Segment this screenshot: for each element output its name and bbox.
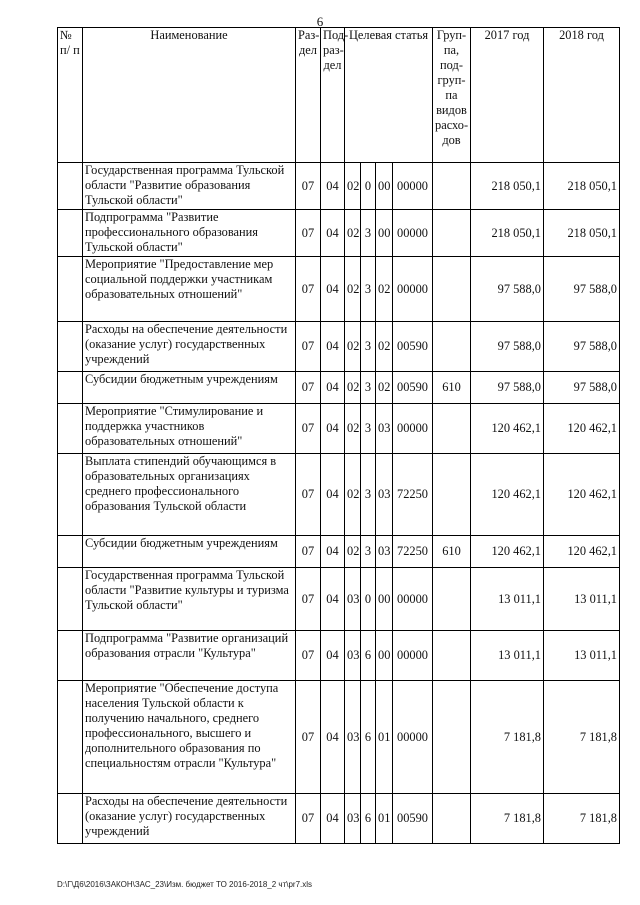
row-name: Подпрограмма "Развитие организаций образования отрасли "Культура" bbox=[83, 631, 296, 681]
row-podrazdel: 04 bbox=[321, 794, 345, 844]
row-target-program: 03 bbox=[345, 568, 361, 631]
row-name: Субсидии бюджетным учреждениям bbox=[83, 372, 296, 404]
table-row bbox=[58, 454, 620, 536]
row-razdel: 07 bbox=[296, 163, 321, 210]
row-target-direction: 00000 bbox=[393, 568, 433, 631]
row-razdel: 07 bbox=[296, 404, 321, 454]
table-row bbox=[58, 372, 620, 404]
row-amount-2018: 97 588,0 bbox=[544, 322, 620, 372]
row-target-program: 02 bbox=[345, 372, 361, 404]
row-expense-group bbox=[433, 163, 471, 210]
row-name: Мероприятие "Обеспечение доступа населения Тульской области к получению начального, среднего профессионального, высшего и дополнительного образования по специальностям отрасли "Культура" bbox=[83, 681, 296, 794]
row-target-event: 03 bbox=[376, 536, 393, 568]
row-target-event: 01 bbox=[376, 681, 393, 794]
row-target-subprogram: 0 bbox=[361, 163, 376, 210]
row-expense-group bbox=[433, 568, 471, 631]
row-target-direction: 72250 bbox=[393, 454, 433, 536]
row-target-program: 03 bbox=[345, 631, 361, 681]
row-target-subprogram: 3 bbox=[361, 536, 376, 568]
row-expense-group: 610 bbox=[433, 536, 471, 568]
row-razdel: 07 bbox=[296, 568, 321, 631]
row-target-subprogram: 3 bbox=[361, 404, 376, 454]
table-row bbox=[58, 794, 620, 844]
row-expense-group bbox=[433, 454, 471, 536]
row-razdel: 07 bbox=[296, 681, 321, 794]
row-target-subprogram: 6 bbox=[361, 631, 376, 681]
row-amount-2018: 97 588,0 bbox=[544, 257, 620, 322]
row-name: Выплата стипендий обучающимся в образовательных организациях среднего профессионального образования Тульской области bbox=[83, 454, 296, 536]
row-target-subprogram: 3 bbox=[361, 210, 376, 257]
row-number bbox=[58, 163, 83, 210]
row-target-program: 02 bbox=[345, 536, 361, 568]
row-target-program: 02 bbox=[345, 257, 361, 322]
table-row bbox=[58, 163, 620, 210]
row-target-direction: 00000 bbox=[393, 404, 433, 454]
row-name: Расходы на обеспечение деятельности (оказание услуг) государственных учреждений bbox=[83, 322, 296, 372]
row-target-event: 00 bbox=[376, 568, 393, 631]
row-number bbox=[58, 210, 83, 257]
row-amount-2017: 218 050,1 bbox=[471, 163, 544, 210]
row-razdel: 07 bbox=[296, 631, 321, 681]
budget-table bbox=[57, 27, 620, 844]
row-amount-2018: 218 050,1 bbox=[544, 210, 620, 257]
row-amount-2018: 120 462,1 bbox=[544, 454, 620, 536]
row-target-direction: 00000 bbox=[393, 257, 433, 322]
row-expense-group: 610 bbox=[433, 372, 471, 404]
row-target-direction: 72250 bbox=[393, 536, 433, 568]
row-number bbox=[58, 372, 83, 404]
row-amount-2017: 120 462,1 bbox=[471, 404, 544, 454]
row-number bbox=[58, 631, 83, 681]
row-target-direction: 00590 bbox=[393, 322, 433, 372]
row-target-program: 03 bbox=[345, 681, 361, 794]
header-target-article: Целевая статья bbox=[345, 28, 433, 163]
row-target-program: 02 bbox=[345, 454, 361, 536]
table-row bbox=[58, 257, 620, 322]
table-row bbox=[58, 681, 620, 794]
row-podrazdel: 04 bbox=[321, 372, 345, 404]
row-name: Подпрограмма "Развитие профессионального образования Тульской области" bbox=[83, 210, 296, 257]
row-target-event: 02 bbox=[376, 322, 393, 372]
row-target-event: 00 bbox=[376, 631, 393, 681]
row-amount-2018: 7 181,8 bbox=[544, 681, 620, 794]
row-target-program: 02 bbox=[345, 163, 361, 210]
row-razdel: 07 bbox=[296, 536, 321, 568]
table-header-row bbox=[58, 28, 620, 163]
row-podrazdel: 04 bbox=[321, 322, 345, 372]
row-expense-group bbox=[433, 794, 471, 844]
row-name: Мероприятие "Предоставление мер социальной поддержки участникам образовательных отношений" bbox=[83, 257, 296, 322]
row-number bbox=[58, 404, 83, 454]
row-razdel: 07 bbox=[296, 210, 321, 257]
row-target-event: 00 bbox=[376, 163, 393, 210]
row-amount-2018: 13 011,1 bbox=[544, 631, 620, 681]
header-razdel: Раз-дел bbox=[296, 28, 321, 163]
row-name: Государственная программа Тульской области "Развитие культуры и туризма Тульской области" bbox=[83, 568, 296, 631]
row-expense-group bbox=[433, 631, 471, 681]
row-podrazdel: 04 bbox=[321, 257, 345, 322]
row-amount-2018: 97 588,0 bbox=[544, 372, 620, 404]
row-podrazdel: 04 bbox=[321, 681, 345, 794]
row-amount-2017: 7 181,8 bbox=[471, 794, 544, 844]
row-number bbox=[58, 322, 83, 372]
row-number bbox=[58, 568, 83, 631]
table-row bbox=[58, 404, 620, 454]
row-podrazdel: 04 bbox=[321, 404, 345, 454]
row-target-subprogram: 0 bbox=[361, 568, 376, 631]
row-amount-2017: 97 588,0 bbox=[471, 322, 544, 372]
row-target-subprogram: 3 bbox=[361, 322, 376, 372]
row-target-event: 02 bbox=[376, 257, 393, 322]
header-expense-group: Груп-па, под-груп-па видов расхо-дов bbox=[433, 28, 471, 163]
row-podrazdel: 04 bbox=[321, 210, 345, 257]
row-amount-2017: 97 588,0 bbox=[471, 257, 544, 322]
row-name: Государственная программа Тульской области "Развитие образования Тульской области" bbox=[83, 163, 296, 210]
row-target-subprogram: 3 bbox=[361, 372, 376, 404]
table-body bbox=[58, 163, 620, 844]
row-target-event: 01 bbox=[376, 794, 393, 844]
page-number: 6 bbox=[316, 14, 324, 29]
row-target-event: 00 bbox=[376, 210, 393, 257]
row-number bbox=[58, 794, 83, 844]
row-target-event: 02 bbox=[376, 372, 393, 404]
row-amount-2017: 218 050,1 bbox=[471, 210, 544, 257]
row-number bbox=[58, 257, 83, 322]
file-path-footer: D:\Г\Д6\2016\ЗАКОН\ЗАС_23\Изм. бюджет ТО 2016-2018_2 чт\pr7.xls bbox=[57, 880, 313, 889]
row-target-program: 02 bbox=[345, 210, 361, 257]
row-number bbox=[58, 454, 83, 536]
row-amount-2017: 120 462,1 bbox=[471, 454, 544, 536]
row-target-program: 02 bbox=[345, 404, 361, 454]
row-target-direction: 00000 bbox=[393, 681, 433, 794]
row-target-direction: 00000 bbox=[393, 210, 433, 257]
row-amount-2017: 97 588,0 bbox=[471, 372, 544, 404]
header-name: Наименование bbox=[83, 28, 296, 163]
row-razdel: 07 bbox=[296, 372, 321, 404]
row-target-direction: 00000 bbox=[393, 631, 433, 681]
row-amount-2017: 120 462,1 bbox=[471, 536, 544, 568]
row-amount-2018: 120 462,1 bbox=[544, 404, 620, 454]
row-razdel: 07 bbox=[296, 322, 321, 372]
row-target-direction: 00590 bbox=[393, 372, 433, 404]
row-target-direction: 00000 bbox=[393, 163, 433, 210]
row-target-program: 03 bbox=[345, 794, 361, 844]
row-amount-2018: 120 462,1 bbox=[544, 536, 620, 568]
row-target-direction: 00590 bbox=[393, 794, 433, 844]
row-expense-group bbox=[433, 681, 471, 794]
row-target-subprogram: 6 bbox=[361, 794, 376, 844]
row-amount-2018: 218 050,1 bbox=[544, 163, 620, 210]
row-podrazdel: 04 bbox=[321, 536, 345, 568]
row-name: Мероприятие "Стимулирование и поддержка участников образовательных отношений" bbox=[83, 404, 296, 454]
row-number bbox=[58, 681, 83, 794]
table-row bbox=[58, 568, 620, 631]
row-expense-group bbox=[433, 210, 471, 257]
header-num: № п/ п bbox=[58, 28, 83, 163]
row-podrazdel: 04 bbox=[321, 163, 345, 210]
table-row bbox=[58, 210, 620, 257]
row-razdel: 07 bbox=[296, 454, 321, 536]
row-podrazdel: 04 bbox=[321, 454, 345, 536]
row-number bbox=[58, 536, 83, 568]
row-amount-2018: 13 011,1 bbox=[544, 568, 620, 631]
row-name: Расходы на обеспечение деятельности (оказание услуг) государственных учреждений bbox=[83, 794, 296, 844]
row-razdel: 07 bbox=[296, 257, 321, 322]
header-year-2017: 2017 год bbox=[471, 28, 544, 163]
row-expense-group bbox=[433, 322, 471, 372]
row-podrazdel: 04 bbox=[321, 568, 345, 631]
table-row bbox=[58, 536, 620, 568]
row-target-program: 02 bbox=[345, 322, 361, 372]
header-year-2018: 2018 год bbox=[544, 28, 620, 163]
row-expense-group bbox=[433, 404, 471, 454]
row-amount-2017: 13 011,1 bbox=[471, 631, 544, 681]
row-amount-2017: 7 181,8 bbox=[471, 681, 544, 794]
row-amount-2017: 13 011,1 bbox=[471, 568, 544, 631]
table-row bbox=[58, 322, 620, 372]
row-target-event: 03 bbox=[376, 404, 393, 454]
row-podrazdel: 04 bbox=[321, 631, 345, 681]
row-target-event: 03 bbox=[376, 454, 393, 536]
row-amount-2018: 7 181,8 bbox=[544, 794, 620, 844]
row-expense-group bbox=[433, 257, 471, 322]
header-podrazdel: Под-раз-дел bbox=[321, 28, 345, 163]
row-target-subprogram: 6 bbox=[361, 681, 376, 794]
row-name: Субсидии бюджетным учреждениям bbox=[83, 536, 296, 568]
row-target-subprogram: 3 bbox=[361, 257, 376, 322]
row-target-subprogram: 3 bbox=[361, 454, 376, 536]
table-row bbox=[58, 631, 620, 681]
row-razdel: 07 bbox=[296, 794, 321, 844]
